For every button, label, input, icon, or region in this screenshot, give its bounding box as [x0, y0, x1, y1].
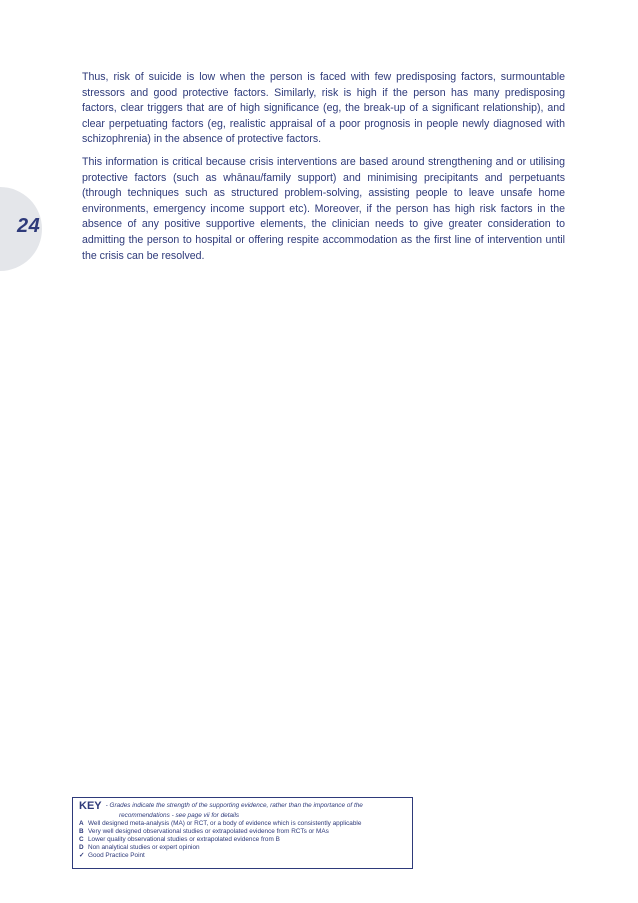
- key-grade-row: [79, 844, 406, 852]
- key-description-continued: recommendations - see page vii for details: [119, 812, 240, 819]
- page-number: 24: [17, 215, 41, 237]
- key-grade-row: [79, 852, 406, 860]
- grade-text: Lower quality observational studies or extrapolated evidence from B: [88, 836, 280, 844]
- grade-letter: B: [79, 828, 84, 836]
- grade-letter: C: [79, 836, 84, 844]
- grade-text: Well designed meta-analysis (MA) or RCT, or a body of evidence which is consistently applicable: [88, 820, 362, 828]
- key-grade-row: [79, 836, 406, 844]
- grade-text: Very well designed observational studies or extrapolated evidence from RCTs or MAs: [88, 828, 329, 836]
- paragraph: This information is critical because crisis interventions are based around strengthening and or utilising protective factors (such as whānau/family support) and minimising precipitants and perpetuants (through techniques such as structured problem-solving, assisting people to leave unsafe home environments, emergency income support etc). Moreover, if the person has high risk factors in the absence of any positive supportive elements, the clinician needs to give greater consideration to admitting the person to hospital or offering respite accommodation as the first line of intervention until the crisis can be resolved.: [82, 155, 565, 262]
- evidence-key-box: [72, 797, 413, 869]
- grade-letter: A: [79, 820, 84, 828]
- body-text: [82, 70, 565, 271]
- paragraph: Thus, risk of suicide is low when the person is faced with few predisposing factors, surmountable stressors and good protective factors. Similarly, risk is high if the person has many predisposing factors, clear triggers that are of high significance (eg, the break-up of a significant relationship), and clear perpetuating factors (eg, realistic appraisal of a poor prognosis in people newly diagnosed with schizophrenia) in the absence of protective factors.: [82, 71, 565, 146]
- key-title: KEY: [79, 800, 102, 812]
- grade-letter: D: [79, 844, 84, 852]
- key-grade-row: [79, 828, 406, 836]
- key-description: - Grades indicate the strength of the supporting evidence, rather than the importance of the: [105, 802, 363, 809]
- grade-text: Non analytical studies or expert opinion: [88, 844, 200, 852]
- key-grade-row: [79, 820, 406, 828]
- grade-text: Good Practice Point: [88, 852, 145, 860]
- check-icon: ✓: [79, 852, 85, 860]
